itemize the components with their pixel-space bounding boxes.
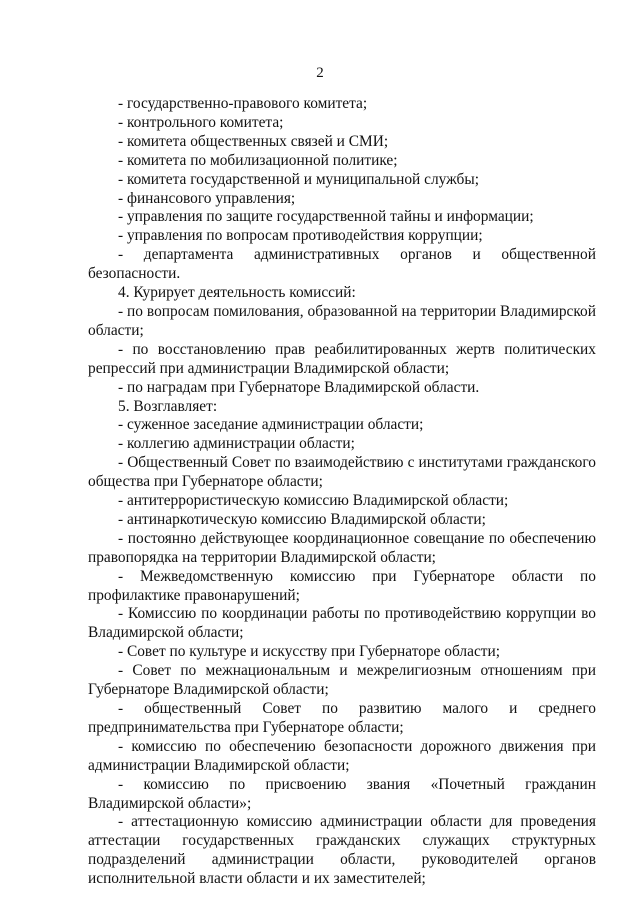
paragraph: - управления по вопросам противодействия коррупции;	[118, 227, 483, 245]
paragraph: - управления по защите государственной тайны и информации;	[118, 208, 534, 226]
paragraph: - комитета по мобилизационной политике;	[118, 151, 398, 169]
document-body	[88, 95, 596, 889]
paragraph: - Комиссию по координации работы по противодействию коррупции во Владимирской области;	[88, 605, 596, 642]
paragraph: - антитеррористическую комиссию Владимирской области;	[118, 492, 509, 510]
paragraph: - финансового управления;	[118, 189, 296, 207]
paragraph: - Общественный Совет по взаимодействию с институтами гражданского общества при Губернаторе области;	[88, 454, 596, 491]
paragraph: - комитета государственной и муниципальной службы;	[118, 170, 479, 188]
paragraph: - постоянно действующее координационное совещание по обеспечению правопорядка на территории Владимирской области;	[88, 529, 596, 566]
paragraph: - общественный Совет по развитию малого и среднего предпринимательства при Губернаторе области;	[88, 700, 596, 736]
paragraph: 4. Курирует деятельность комиссий:	[118, 284, 356, 302]
page-number: 2	[316, 65, 324, 81]
paragraph: - контрольного комитета;	[118, 113, 284, 131]
paragraph: - комиссию по обеспечению безопасности дорожного движения при администрации Владимирской области;	[88, 737, 596, 774]
paragraph: - суженное заседание администрации области;	[118, 416, 424, 434]
paragraph: 5. Возглавляет:	[118, 397, 218, 415]
paragraph: - комиссию по присвоению звания «Почетный гражданин Владимирской области»;	[88, 775, 596, 812]
paragraph: - комитета общественных связей и СМИ;	[118, 132, 389, 150]
paragraph: - по наградам при Губернаторе Владимирской области.	[118, 378, 480, 396]
paragraph: - департамента административных органов и общественной безопасности.	[88, 246, 596, 283]
paragraph: - Совет по культуре и искусству при Губернаторе области;	[118, 643, 501, 661]
paragraph: - Совет по межнациональным и межрелигиозным отношениям при Губернаторе Владимирской области;	[88, 662, 596, 699]
paragraph: - аттестационную комиссию администрации области для проведения аттестации государственных гражданских служащих структурных подразделений администрации области, руководителей органов исполнительной власти области и их заместителей;	[88, 813, 596, 888]
paragraph: - по восстановлению прав реабилитированных жертв политических репрессий при администрации Владимирской области;	[88, 340, 596, 377]
paragraph: - государственно-правового комитета;	[118, 95, 368, 112]
paragraph: - по вопросам помилования, образованной на территории Владимирской области;	[88, 302, 596, 339]
paragraph: - Межведомственную комиссию при Губернаторе области по профилактике правонарушений;	[88, 567, 596, 604]
paragraph: - коллегию администрации области;	[118, 435, 355, 453]
paragraph: - антинаркотическую комиссию Владимирской области;	[118, 510, 486, 528]
